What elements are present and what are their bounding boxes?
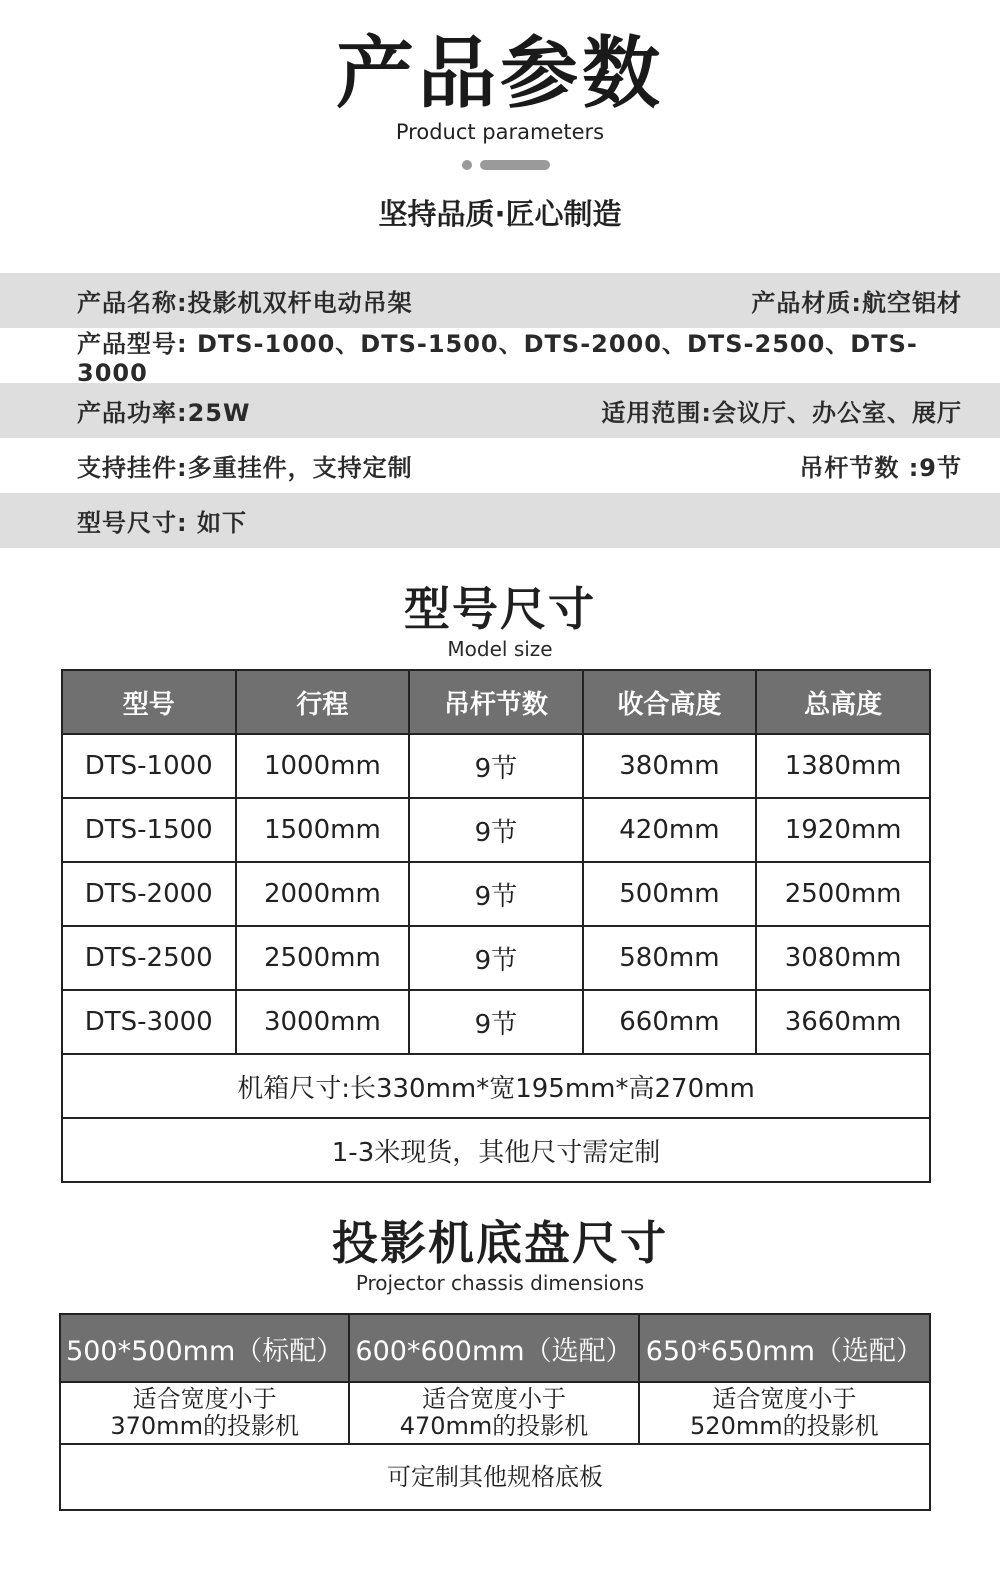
table-cell: 9节 [409,926,582,990]
column-header: 吊杆节数 [409,670,582,734]
table-header-row [60,1314,930,1382]
chassis-size-table [59,1313,931,1511]
column-header: 总高度 [756,670,930,734]
model-size-table [61,669,931,1183]
desc-line: 适合宽度小于 [421,1385,566,1413]
table-row [62,926,930,990]
column-header: 行程 [236,670,410,734]
table-cell: DTS-2500 [62,926,236,990]
table-cell: 3000mm [236,990,410,1054]
desc-line: 520mm的投影机 [690,1412,879,1440]
column-header: 收合高度 [583,670,757,734]
spec-left: 产品名称:投影机双杆电动吊架 [77,289,413,317]
page-subtitle: Product parameters [395,120,605,144]
desc-line: 适合宽度小于 [132,1385,277,1413]
table-cell: 580mm [583,926,757,990]
table-cell: 1000mm [236,734,410,798]
table-cell: 3080mm [756,926,930,990]
table-row [62,1118,930,1182]
table-cell: 9节 [409,862,582,926]
table-cell: 9节 [409,734,582,798]
table-row [62,734,930,798]
table-cell: 2500mm [756,862,930,926]
table-cell: 420mm [583,798,757,862]
table-cell: 1500mm [236,798,410,862]
spec-left: 产品型号: DTS-1000、DTS-1500、DTS-2000、DTS-2500、DTS-3000 [77,330,918,387]
spec-right: 吊杆节数 :9节 [799,454,962,482]
slogan: 坚持品质·匠心制造 [378,197,622,231]
spec-row [0,493,1000,548]
divider-dot [462,160,472,170]
table-cell [60,1382,349,1444]
table-cell: 660mm [583,990,757,1054]
spec-left: 型号尺寸: 如下 [77,509,247,537]
table-cell: 2000mm [236,862,410,926]
table-row [62,862,930,926]
table-cell: 380mm [583,734,757,798]
table-cell [349,1382,638,1444]
table-cell [639,1382,930,1444]
table-cell: DTS-3000 [62,990,236,1054]
box-size-cell: 机箱尺寸:长330mm*宽195mm*高270mm [62,1054,930,1118]
section-heading: 型号尺寸 [404,582,596,636]
custom-note-cell: 可定制其他规格底板 [60,1444,930,1510]
section-heading: 投影机底盘尺寸 [332,1216,668,1270]
spec-row [0,438,1000,493]
spec-row [0,328,1000,387]
decorative-divider [0,158,1000,172]
table-row [62,1054,930,1118]
table-cell: 9节 [409,990,582,1054]
stock-note-cell: 1-3米现货，其他尺寸需定制 [62,1118,930,1182]
desc-line: 470mm的投影机 [399,1412,589,1440]
hero-header [0,30,1000,234]
divider-bar [480,160,550,170]
spec-right: 适用范围:会议厅、办公室、展厅 [601,399,962,427]
column-header: 型号 [62,670,236,734]
section-subheading: Projector chassis dimensions [355,1271,645,1295]
table-row [62,990,930,1054]
spec-left: 支持挂件:多重挂件，支持定制 [77,454,413,482]
column-header: 600*600mm（选配） [349,1314,638,1382]
table-row [62,798,930,862]
spec-left: 产品功率:25W [77,399,251,427]
spec-list [0,273,1000,548]
table-header-row [62,670,930,734]
table-cell: 9节 [409,798,582,862]
table-row [60,1382,930,1444]
table-cell: 3660mm [756,990,930,1054]
page-title: 产品参数 [335,29,664,119]
model-section-title [0,582,1000,662]
table-cell: 500mm [583,862,757,926]
table-row [60,1444,930,1510]
desc-line: 370mm的投影机 [110,1412,299,1440]
table-cell: 2500mm [236,926,410,990]
desc-line: 适合宽度小于 [712,1385,857,1413]
spec-row [0,383,1000,438]
column-header: 650*650mm（选配） [639,1314,930,1382]
column-header: 500*500mm（标配） [60,1314,349,1382]
spec-right: 产品材质:航空铝材 [751,289,962,317]
table-cell: DTS-2000 [62,862,236,926]
section-subheading: Model size [447,637,553,661]
spec-row [0,273,1000,328]
table-cell: DTS-1500 [62,798,236,862]
table-cell: 1380mm [756,734,930,798]
table-cell: DTS-1000 [62,734,236,798]
table-cell: 1920mm [756,798,930,862]
chassis-section-title [0,1216,1000,1296]
